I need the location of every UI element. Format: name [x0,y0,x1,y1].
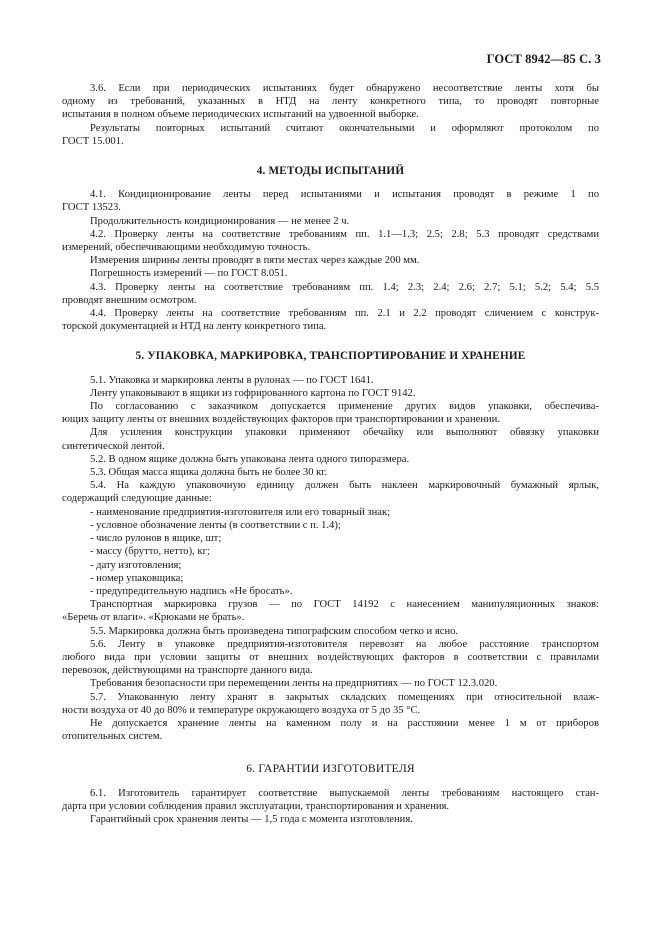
list-item: - предупредительную надпись «Не бросать». [90,585,293,597]
para-4-3-line1: 4.3. Проверку ленты на соответствие требованиям пп. 1.4; 2.3; 2.4; 2.6; 2.7; 5.1; 5.2; 5.4; 5.5 [90,281,599,293]
para-error: Погрешность измерений — по ГОСТ 8.051. [90,268,288,280]
para-4-2-line2: измерений, обеспечивающими необходимую точность. [62,242,311,254]
para-safety: Требования безопасности при перемещении ленты на предприятиях — по ГОСТ 12.3.020. [90,678,498,690]
para-5-2: 5.2. В одном ящике должна быть упакована лента одного типоразмера. [90,453,410,465]
para-5-6-line2: любого вида при условии защиты от внешних воздействующих факторов в соответствии с правилами [62,651,599,663]
para-5-4-line2: содержащий следующие данные: [62,493,212,505]
para-4-4-line2: торской документацией и НТД на ленту конкретного типа. [62,321,327,333]
para-transport-mark-line2: «Беречь от влаги». «Крюками не брать». [62,612,245,624]
para-5-5: 5.5. Маркировка должна быть произведена типографским способом четко и ясно. [90,625,459,637]
para-agree-line1: По согласованию с заказчиком допускается применение других видов упаковки, обеспечива- [90,401,599,413]
para-5-1: 5.1. Упаковка и маркировка ленты в рулонах — по ГОСТ 1641. [90,374,374,386]
para-5-7-line1: 5.7. Упакованную ленту хранят в закрытых складских помещениях при относительной влаж- [90,691,599,703]
para-5-3: 5.3. Общая масса ящика должна быть не более 30 кг. [90,467,328,479]
para-3-6-line1: 3.6. Если при периодических испытаниях будет обнаружено несоответствие ленты хотя бы [90,83,599,94]
list-item: - наименование предприятия-изготовителя или его товарный знак; [90,506,391,518]
list-item: - условное обозначение ленты (в соответствии с п. 1.4); [90,519,341,531]
section-4-title: 4. МЕТОДЫ ИСПЫТАНИЙ [256,165,405,178]
list-item: - дату изготовления; [90,559,182,571]
section-5-title: 5. УПАКОВКА, МАРКИРОВКА, ТРАНСПОРТИРОВАНИЕ И ХРАНЕНИЕ [135,350,526,363]
para-duration: Продолжительность кондиционирования — не менее 2 ч. [90,215,350,227]
para-results-line1: Результаты повторных испытаний считают окончательными и оформляют протоколом по [90,122,599,134]
section-6-title: 6. ГАРАНТИИ ИЗГОТОВИТЕЛЯ [246,762,415,776]
para-transport-mark-line1: Транспортная маркировка грузов — по ГОСТ 14192 с нанесением манипуляционных знаков: [90,599,599,611]
para-3-6-line3: испытания в полном объеме периодических испытаний на удвоенной выборке. [62,109,419,121]
para-5-6-line3: перевозок, действующими на транспорте данного вида. [62,665,313,677]
list-item: - число рулонов в ящике, шт; [90,533,222,545]
para-4-1-line1: 4.1. Кондиционирование ленты перед испытаниями и испытания проводят в режиме 1 по [90,189,599,201]
para-5-4-line1: 5.4. На каждую упаковочную единицу должен быть наклеен маркировочный бумажный ярлык, [90,480,599,492]
para-5-6-line1: 5.6. Ленту в упаковке предприятия-изготовителя перевозят на любое расстояние транспортом [90,638,599,650]
para-reinforce-line1: Для усиления конструкции упаковки применяют обечайку или выполняют обвязку упаковки [90,427,599,439]
para-no-floor-line2: отопительных систем. [62,731,163,743]
para-width: Измерения ширины ленты проводят в пяти местах через каждые 200 мм. [90,255,420,267]
para-agree-line2: ющих защиту ленты от внешних воздействующих факторов при транспортировании и хранении. [62,414,500,426]
page-header: ГОСТ 8942—85 С. 3 [486,52,601,66]
para-no-floor-line1: Не допускается хранение ленты на каменном полу и на расстоянии менее 1 м от приборов [90,717,599,729]
para-4-3-line2: проводят внешним осмотром. [62,294,197,306]
para-5-7-line2: ности воздуха от 40 до 80% и температуре окружающего воздуха от 5 до 35 °С. [62,704,421,716]
document-body [62,82,599,826]
para-6-1-line2: дарта при условии соблюдения правил эксплуатации, транспортирования и хранения. [62,800,450,812]
para-warranty: Гарантийный срок хранения ленты — 1,5 года с момента изготовления. [90,813,413,825]
para-4-4-line1: 4.4. Проверку ленты на соответствие требованиям пп. 2.1 и 2.2 проводят сличением с конструк- [90,308,599,320]
para-results-line2: ГОСТ 15.001. [62,135,124,147]
para-4-2-line1: 4.2. Проверку ленты на соответствие требованиям пп. 1.1—1.3; 2.5; 2.8; 5.3 проводят средствами [90,228,599,240]
para-reinforce-line2: синтетической лентой. [62,440,165,452]
para-boxes: Ленту упаковывают в ящики из гофрированного картона по ГОСТ 9142. [90,387,416,399]
list-item: - номер упаковщика; [90,572,184,584]
list-item: - массу (брутто, нетто), кг; [90,546,210,558]
para-4-1-line2: ГОСТ 13523. [62,202,121,214]
para-6-1-line1: 6.1. Изготовитель гарантирует соответствие выпускаемой ленты требованиям настоящего стан- [90,787,599,799]
para-3-6-line2: одному из требований, указанных в НТД на ленту конкретного типа, то проводят повторные [62,96,599,108]
